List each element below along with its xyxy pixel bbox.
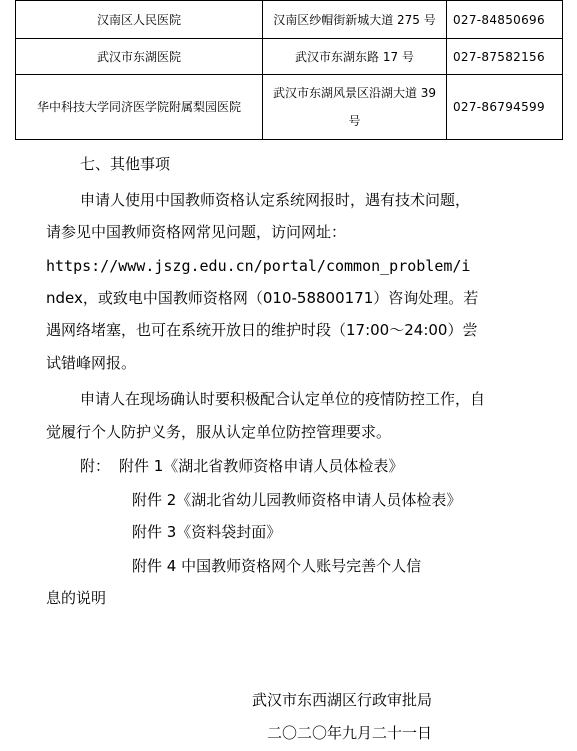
hospital-address: 汉南区纱帽街新城大道 275 号 bbox=[263, 1, 447, 39]
table-row bbox=[16, 1, 563, 39]
signature-date: 二〇二〇年九月二十一日 bbox=[267, 724, 433, 742]
paragraph-line: 觉履行个人防护义务，服从认定单位防控管理要求。 bbox=[46, 423, 392, 441]
hospital-address: 武汉市东湖东路 17 号 bbox=[263, 39, 447, 75]
attachment-item-continuation: 息的说明 bbox=[46, 589, 107, 607]
attachment-item: 附件 3《资料袋封面》 bbox=[132, 523, 282, 541]
hospital-name: 华中科技大学同济医学院附属梨园医院 bbox=[16, 75, 263, 140]
help-url-line: https://www.jszg.edu.cn/portal/common_problem/i bbox=[46, 257, 471, 275]
paragraph-line: 申请人在现场确认时要积极配合认定单位的疫情防控工作，自 bbox=[80, 390, 486, 408]
hospital-name: 汉南区人民医院 bbox=[16, 1, 263, 39]
hospital-name: 武汉市东湖医院 bbox=[16, 39, 263, 75]
hospital-phone: 027-84850696 bbox=[447, 1, 563, 39]
paragraph-line: 申请人使用中国教师资格认定系统网报时，遇有技术问题， bbox=[80, 191, 471, 209]
attachment-item: 附件 4 中国教师资格网个人账号完善个人信 bbox=[132, 557, 422, 575]
attachment-item: 附件 2《湖北省幼儿园教师资格申请人员体检表》 bbox=[132, 491, 462, 509]
paragraph-line: ndex，或致电中国教师资格网（010-58800171）咨询处理。若 bbox=[46, 289, 479, 307]
hospital-phone: 027-86794599 bbox=[447, 75, 563, 140]
hospital-phone: 027-87582156 bbox=[447, 39, 563, 75]
attachments-prefix: 附： bbox=[80, 457, 111, 475]
paragraph-line: 遇网络堵塞，也可在系统开放日的维护时段（17:00～24:00）尝 bbox=[46, 321, 478, 339]
signature-org: 武汉市东西湖区行政审批局 bbox=[252, 691, 433, 709]
paragraph-line: 请参见中国教师资格网常见问题，访问网址： bbox=[46, 223, 347, 241]
section-heading: 七、其他事项 bbox=[80, 155, 171, 173]
table-row bbox=[16, 75, 563, 140]
table-row bbox=[16, 39, 563, 75]
attachment-item: 附件 1《湖北省教师资格申请人员体检表》 bbox=[119, 457, 404, 475]
hospital-table bbox=[15, 0, 563, 140]
paragraph-line: 试错峰网报。 bbox=[46, 354, 137, 372]
hospital-address: 武汉市东湖风景区沿湖大道 39 号 bbox=[263, 75, 447, 140]
